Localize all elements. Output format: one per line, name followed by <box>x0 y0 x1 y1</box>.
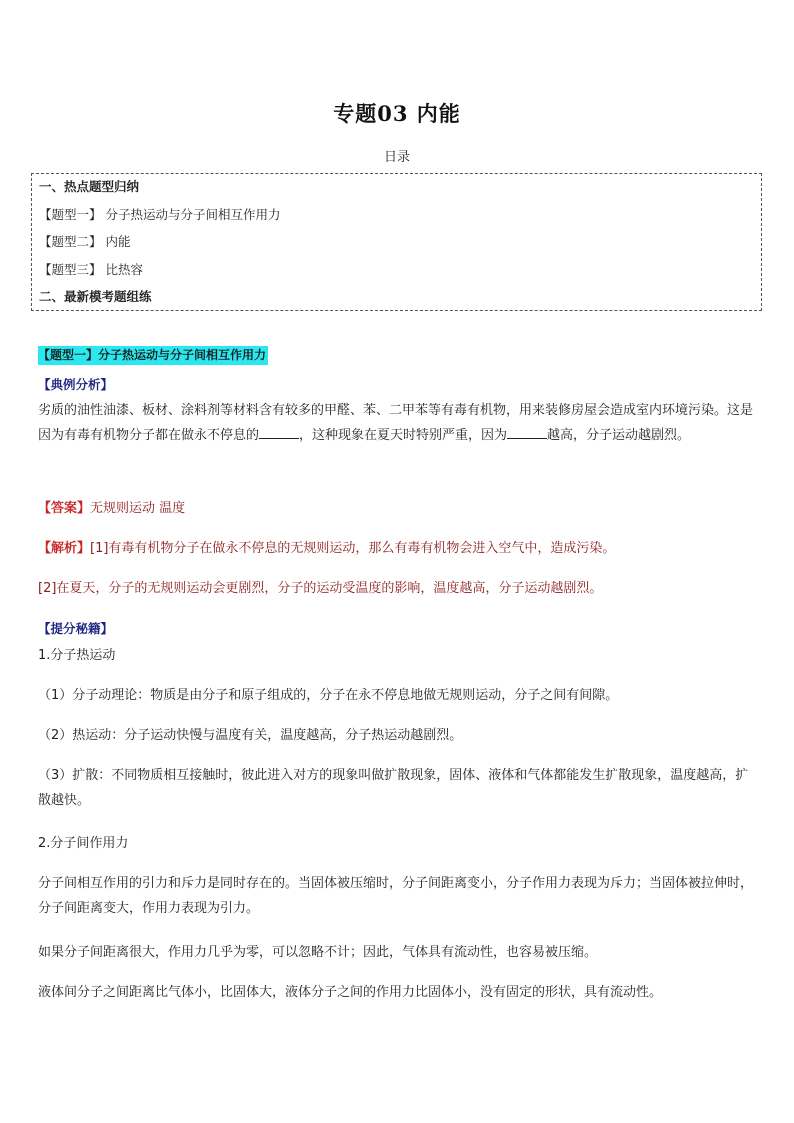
toc-item[interactable]: 【题型二】 内能 <box>39 234 131 249</box>
answer-tag: 【答案】 <box>38 501 91 516</box>
toc-item[interactable]: 【题型一】 分子热运动与分子间相互作用力 <box>39 207 281 222</box>
tips-paragraph: （2）热运动：分子运动快慢与温度有关，温度越高，分子热运动越剧烈。 <box>38 728 463 743</box>
analysis-line: [2]在夏天，分子的无规则运动会更剧烈，分子的运动受温度的影响，温度越高，分子运动越剧烈。 <box>38 581 603 596</box>
question-paragraph <box>38 398 758 448</box>
section-heading-highlight: 【题型一】分子热运动与分子间相互作用力 <box>38 346 268 365</box>
analysis-tag: 【解析】 <box>38 541 91 556</box>
toc-item[interactable]: 一、热点题型归纳 <box>39 179 140 194</box>
answer-blank <box>259 424 299 439</box>
question-text: 越高，分子运动越剧烈。 <box>547 428 691 443</box>
toc-item[interactable]: 【题型三】 比热容 <box>39 262 143 277</box>
tips-paragraph: （3）扩散：不同物质相互接触时，彼此进入对方的现象叫做扩散现象，固体、液体和气体都能发生扩散现象，温度越高，扩散越快。 <box>38 768 749 808</box>
tips-paragraph: 液体间分子之间距离比气体小，比固体大，液体分子之间的作用力比固体小，没有固定的形状，具有流动性。 <box>38 985 663 1000</box>
analysis-text: [1]有毒有机物分子在做永不停息的无规则运动，那么有毒有机物会进入空气中，造成污染。 <box>90 541 616 556</box>
question-text: 劣质的油性油漆、板材、涂料剂等材料含有较多的甲醛、苯、二甲苯等有毒有机物，用来装修房屋会造成室内环境污染。这是因为有毒有机物分子都在做永不停息的 <box>38 403 754 443</box>
page-title: 专题03 内能 <box>333 101 461 126</box>
answer-blank <box>507 424 547 439</box>
tips-label: 【提分秘籍】 <box>38 621 114 636</box>
question-text: ，这种现象在夏天时特别严重，因为 <box>299 428 508 443</box>
tips-paragraph: 分子间相互作用的引力和斥力是同时存在的。当固体被压缩时，分子间距离变小，分子作用力表现为斥力；当固体被拉伸时，分子间距离变大，作用力表现为引力。 <box>38 876 754 916</box>
table-of-contents <box>31 173 762 311</box>
tips-heading: 1.分子热运动 <box>38 648 116 663</box>
toc-heading: 日录 <box>383 150 410 165</box>
tips-paragraph: 如果分子间距离很大，作用力几乎为零，可以忽略不计；因此，气体具有流动性，也容易被压缩。 <box>38 945 598 960</box>
answer-text: 无规则运动 温度 <box>90 501 186 516</box>
answer-line <box>38 497 185 516</box>
example-label: 【典例分析】 <box>38 377 114 392</box>
analysis-line <box>38 537 615 556</box>
tips-paragraph: （1）分子动理论：物质是由分子和原子组成的，分子在永不停息地做无规则运动，分子之间有间隙。 <box>38 688 619 703</box>
toc-item[interactable]: 二、最新模考题组练 <box>39 289 152 304</box>
tips-heading: 2.分子间作用力 <box>38 836 129 851</box>
